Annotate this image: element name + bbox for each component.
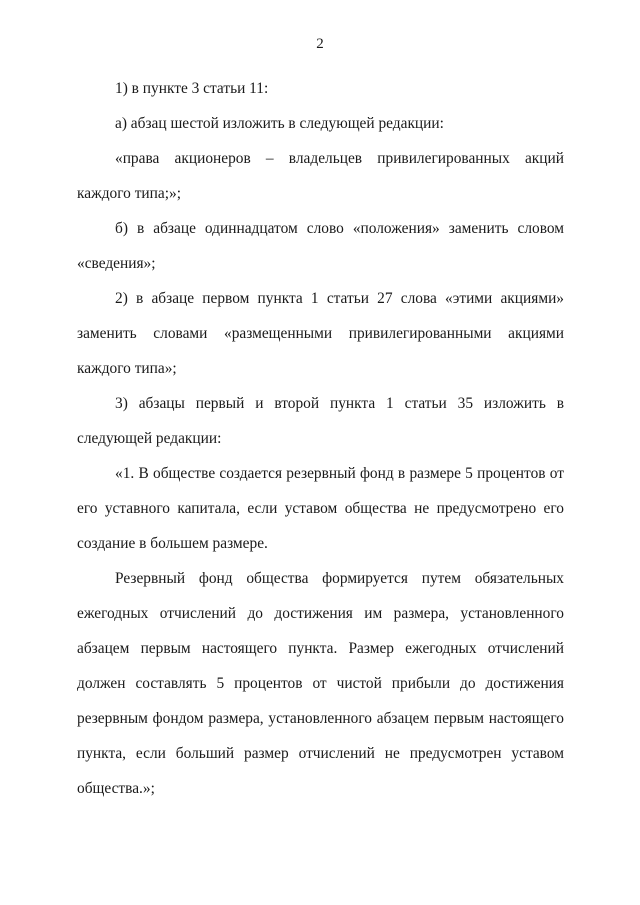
paragraph-item-1b: б) в абзаце одиннадцатом слово «положения» заменить словом «сведения»; [77, 220, 564, 272]
paragraph-quoted-text: «права акционеров – владельцев привилегированных акций каждого типа;»; [77, 150, 564, 202]
paragraph-reserve-fund: Резервный фонд общества формируется путем обязательных ежегодных отчислений до достижения им размера, установленного абзацем первым настоящего пункта. Размер ежегодных отчислений должен составлять 5 процентов от чистой прибыли до достижения резервным фондом размера, установленного абзацем первым настоящего пункта, если больший размер отчислений не предусмотрен уставом общества.»; [77, 570, 564, 797]
document-body [77, 71, 564, 806]
paragraph-item-1a: а) абзац шестой изложить в следующей редакции: [115, 115, 444, 132]
paragraph-item-2: 2) в абзаце первом пункта 1 статьи 27 слова «этими акциями» заменить словами «размещенными привилегированными акциями каждого типа»; [77, 290, 564, 377]
paragraph-item-1: 1) в пункте 3 статьи 11: [115, 80, 269, 97]
paragraph-item-3: 3) абзацы первый и второй пункта 1 статьи 35 изложить в следующей редакции: [77, 395, 564, 447]
paragraph-quoted-clause-1: «1. В обществе создается резервный фонд в размере 5 процентов от его уставного капитала, если уставом общества не предусмотрено его создание в большем размере. [77, 465, 564, 552]
page-number: 2 [316, 36, 324, 52]
